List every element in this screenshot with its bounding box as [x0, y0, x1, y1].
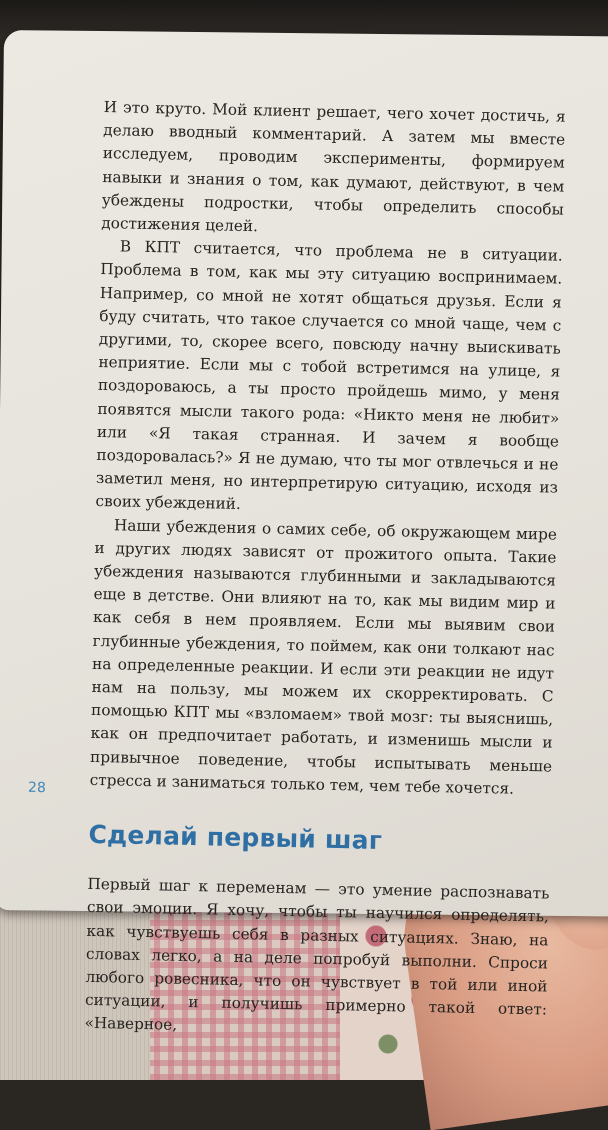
paragraph-4: Первый шаг к переменам — это умение распознавать свои эмоции. Я хочу, чтобы ты научился определять, как чувствуешь себя в разных ситуациях. Знаю, на словах легко, а на деле попробуй выполни. Спроси любого ровесника, что он чувствует в той или иной ситуации, и получишь примерно такой ответ: «Наверное, — [84, 874, 550, 1035]
paragraph-3: Наши убеждения о самих себе, об окружающем мире и других людях зависят от прожитого опыта. Такие убеждения называются глубинными и закладываются еще в детстве. Они влияют на то, как мы видим мир и как себя в нем проявляем. Если мы выявим свои глубинные убеждения, то поймем, как они толкают нас на определенные реакции. И если эти реакции не идут нам на пользу, мы можем их скорректировать. С помощью КПТ мы «взломаем» твой мозг: ты выяснишь, как он предпочитает работать, и изменишь мысли и привычное поведение, чтобы испытывать меньше стресса и заниматься только тем, чем тебе хочется. — [89, 515, 558, 798]
paragraph-2: В КПТ считается, что проблема не в ситуации. Проблема в том, как мы эту ситуацию воспринимаем. Например, со мной не хотят общаться друзья. Если я буду считать, что такое случается со мной чаще, чем с другими, то, скорее всего, повсюду начну выискивать неприятие. Если мы с тобой встретимся на улице, я поздороваюсь, а ты просто пройдешь мимо, у меня появятся мысли такого рода: «Никто меня не любит» или «Я такая странная. И зачем я вообще поздоровалась?» Я не думаю, что ты мог отвлечься и не заметил меня, но интерпретирую ситуацию, исходя из своих убеждений. — [95, 237, 563, 514]
page-text-block — [84, 96, 566, 1045]
paragraph-1: И это круто. Мой клиент решает, чего хочет достичь, я делаю вводный комментарий. А затем мы вместе исследуем, проводим эксперименты, формируем навыки и знания о том, как думают, действуют, в чем убеждены подростки, чтобы определить способы достижения целей. — [101, 97, 566, 236]
page-number: 28 — [27, 779, 46, 797]
section-heading: Сделай первый шаг — [88, 819, 383, 856]
